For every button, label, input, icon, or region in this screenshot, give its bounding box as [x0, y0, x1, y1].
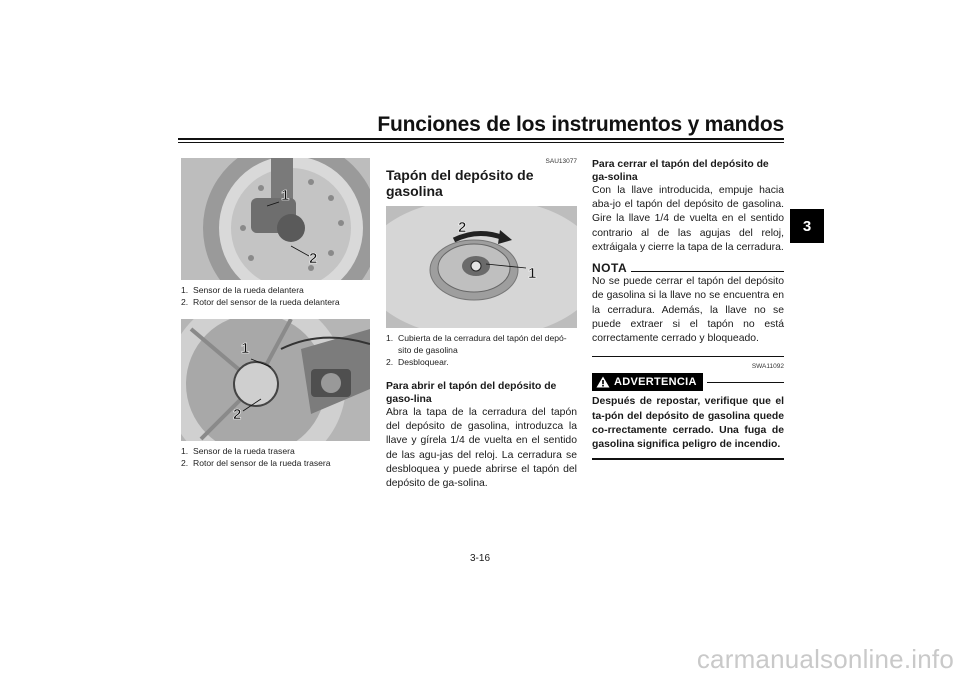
- fuel-cap-callout-2: 2: [458, 219, 467, 236]
- warning-text: Después de repostar, verifique que el ta-pón del depósito de gasolina quede co-rrectamente cerrado. Una fuga de gasolina significa peligro de incendio.: [592, 396, 784, 451]
- section-title: Tapón del depósito de gasolina: [386, 167, 534, 199]
- photo1-callout-2: 2: [309, 250, 318, 267]
- open-heading: Para abrir el tapón del depósito de gaso-lina: [386, 381, 557, 405]
- caption-item: 1. Cubierta de la cerradura del tapón del depó-sito de gasolina: [386, 333, 567, 355]
- warning-code: SWA11092: [751, 363, 784, 371]
- photo2-callout-2: 2: [233, 406, 242, 423]
- column-middle: [386, 158, 577, 491]
- nota-label: NOTA: [592, 261, 628, 276]
- front-wheel-sensor-photo: [181, 158, 370, 280]
- open-text: Abra la tapa de la cerradura del tapón del depósito de gasolina, introduzca la llave y gírela 1/4 de vuelta en el sentido de las agu-jas del reloj. La cerradura se desbloquea y puede abrirse el tapón del depósito de ga-solina.: [386, 407, 577, 490]
- close-heading: Para cerrar el tapón del depósito de ga-solina: [592, 159, 769, 183]
- caption-front-sensor: [181, 284, 370, 308]
- warning-label: ADVERTENCIA: [614, 376, 697, 389]
- photo2-callout-1: 1: [241, 340, 250, 357]
- nota-end-rule: [592, 356, 784, 357]
- section-code: SAU13077: [545, 158, 577, 165]
- nota-text: No se puede cerrar el tapón del depósito de gasolina si la llave no se encuentra en la cerradura. Además, la llave no se puede extraer si el tapón no está correctamente cerrado y bloqueado.: [592, 276, 784, 345]
- caption-item: 1. Sensor de la rueda delantera: [181, 285, 304, 295]
- close-text: Con la llave introducida, empuje hacia aba-jo el tapón del depósito de gasolina. Gire la llave 1/4 de vuelta en el sentido contrario al de las agujas del reloj, extráigala y cierre la tapa de la cerradura.: [592, 185, 784, 253]
- header-rule-thin: [178, 142, 784, 143]
- watermark: carmanualsonline.info: [696, 644, 954, 674]
- chapter-tab: 3: [790, 209, 824, 243]
- header-rule-thick: [178, 138, 784, 140]
- warning-end-rule: [592, 458, 784, 460]
- caption-item: 1. Sensor de la rueda trasera: [181, 446, 295, 456]
- caption-rear-sensor: [181, 445, 370, 469]
- warning-header: [592, 373, 784, 391]
- caption-item: 2. Rotor del sensor de la rueda trasera: [181, 458, 331, 468]
- caption-item: 2. Desbloquear.: [386, 357, 449, 367]
- nota-header: [592, 261, 784, 275]
- warning-badge: [592, 373, 703, 391]
- fuel-cap-photo: [386, 206, 577, 328]
- header-title: Funciones de los instrumentos y mandos: [377, 113, 784, 136]
- page-number: 3-16: [469, 553, 490, 564]
- nota-rule: [631, 271, 784, 272]
- warning-triangle-icon: [596, 376, 610, 388]
- column-right: [592, 158, 784, 460]
- fuel-cap-callout-1: 1: [528, 265, 537, 282]
- warning-rule: [707, 382, 784, 383]
- rear-wheel-sensor-photo: [181, 319, 370, 441]
- caption-fuel-cap: [386, 332, 577, 368]
- photo1-callout-1: 1: [281, 187, 290, 204]
- column-left: [181, 158, 370, 469]
- caption-item: 2. Rotor del sensor de la rueda delantera: [181, 297, 340, 307]
